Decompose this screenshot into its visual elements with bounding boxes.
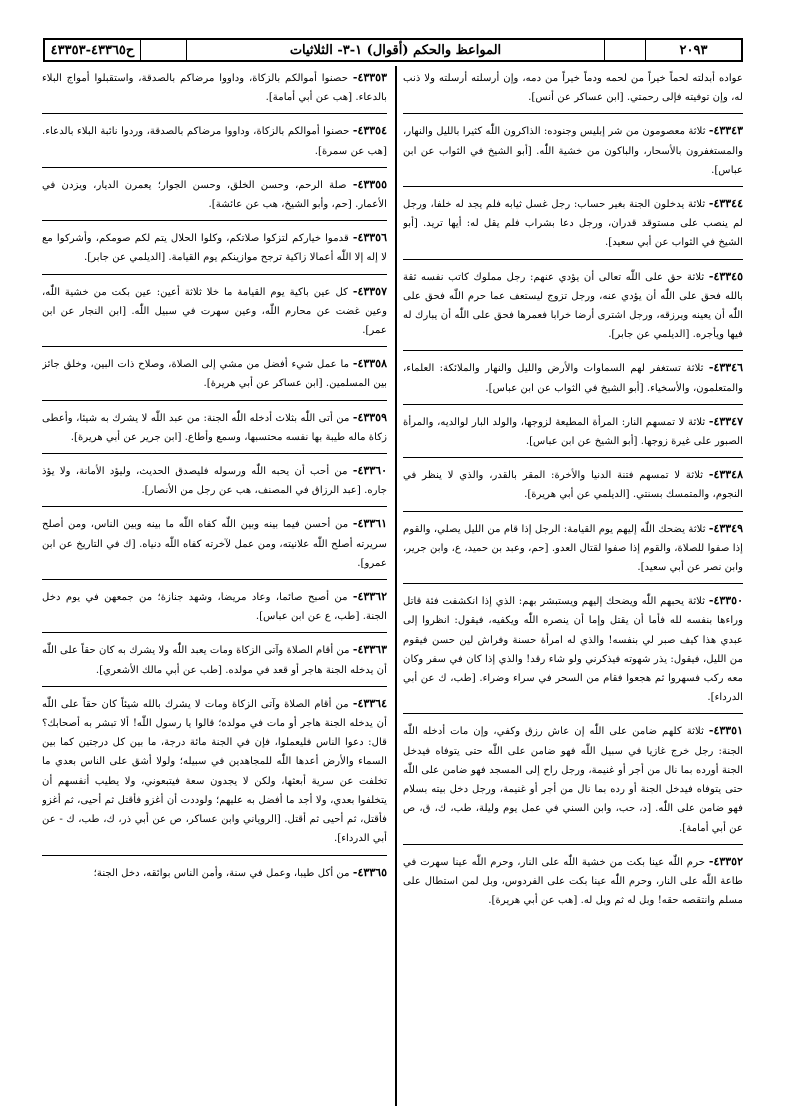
hadith-entry — [403, 194, 743, 260]
hadith-number: ٤٣٣٥٣- — [352, 71, 387, 84]
hadith-text: ما عمل شيء أفضل من مشي إلى الصلاة، وصلاح ذات البين، وخلق جائز بين المسلمين. [ابن عساكر عن أبي هريرة]. — [42, 359, 387, 390]
hadith-text: من أقام الصلاة وآتى الزكاة ومات يعبد اللّٰه ولا يشرك به كان حقاً على اللّٰه أن يدخله الجنة هاجر أو قعد في مولده. [طب عن أبي مالك الأشعري]. — [42, 645, 387, 676]
hadith-entry — [42, 863, 387, 889]
hadith-number: ٤٣٣٦٢- — [352, 590, 387, 604]
hadith-number: ٤٣٣٤٣- — [708, 124, 743, 138]
hadith-number: ٤٣٣٤٦- — [708, 361, 743, 375]
hadith-number: ٤٣٣٤٩- — [708, 521, 743, 535]
hadith-text: ثلاثة يحبهم اللّٰه ويضحك إليهم ويستبشر بهم: الذي إذا انكشفت فئة قاتل وراءها بنفسه لله فأما أن يقتل وإما أن ينصره اللّٰه ويكفيه، فيقول: انظروا إلى عبدي هذا كيف صبر لي بنفسه! والذي له امرأة حسنة وفراش لين حسن فيقوم من الليل، فيقول: يذر شهوته فيذكرني ولو شاء رقد! والذي إذا كان في سفر وكان معه ركب فسهروا ثم هجعوا فقام من السحر في سراء وضراء. [طب، ك عن أبي الدرداء]. — [403, 596, 743, 704]
hadith-text: ثلاثة معصومون من شر إبليس وجنوده: الذاكرون اللّٰه كثيرا بالليل والنهار، والمستغفرون بالأسحار، والباكون من خشية اللّٰه. [أبو الشيخ في الثواب عن ابن عباس]. — [403, 126, 743, 176]
hadith-entry — [42, 121, 387, 167]
hadith-entry — [403, 721, 743, 844]
hadith-entry — [403, 358, 743, 404]
hadith-text: حصنوا أموالكم بالزكاة، وداووا مرضاكم بالصدقة، وردوا نائبة البلاء بالدعاء. [هب عن سمرة]. — [42, 126, 387, 157]
hadith-number: ٤٣٣٥٠- — [708, 594, 743, 608]
hadith-text: ثلاثة يضحك اللّٰه إليهم يوم القيامة: الرجل إذا قام من الليل يصلي، والقوم إذا صفوا للصلاة، والقوم إذا صفوا لقتال العدو. [حم، وعبد بن حميد، ع، وابن جرير، وابن نصر عن أبي سعيد]. — [403, 523, 743, 574]
hadith-text: من أحسن فيما بينه وبين اللّٰه كفاه اللّٰه ما بينه وبين الناس، ومن أصلح سريرته أصلح اللّٰه علانيته، ومن عمل لآخرته كفاه اللّٰه دنياه. [ك في التاريخ عن ابن عمرو]. — [42, 519, 387, 569]
hadith-number: ٤٣٣٥٥- — [352, 177, 387, 191]
hadith-entry — [42, 461, 387, 507]
page-number: ٢٠٩٣ — [679, 42, 708, 58]
hadith-text: كل عين باكية يوم القيامة ما خلا ثلاثة أعين: عين بكت من خشية اللّٰه، وعين غضت عن محارم اللّٰه، وعين سهرت في سبيل اللّٰه. [ابن النجار عن ابن عمر]. — [42, 286, 387, 337]
hadith-range: ح٤٣٣٦٥-٤٣٣٥٣ — [45, 40, 141, 60]
hadith-text: ثلاثة يدخلون الجنة بغير حساب: رجل غسل ثيابه فلم يجد له خلفا، ورجل لم ينصب على مستوقد قدران، ورجل دعا بشراب فلم يقل له: أيها تريد. [أبو الشيخ في الثواب عن أبي سعيد]. — [403, 199, 743, 249]
hadith-number: ٤٣٣٦٥- — [352, 865, 387, 879]
hadith-entry — [42, 282, 387, 348]
hadith-text: ثلاثة لا تمسهم فتنة الدنيا والأخرة: المقر بالقدر، والذي لا ينظر في النجوم، والمتمسك بسنتي. [الديلمي عن أبي هريرة]. — [403, 470, 743, 501]
hadith-number: ٤٣٣٤٤- — [708, 197, 743, 211]
hadith-text: قدموا خياركم لتزكوا صلاتكم، وكلوا الحلال يتم لكم صومكم، وأشركوا مع لا إله إلا اللّٰه أعمالا زاكية ترجح موازينكم يوم القيامة. [الديلمي عن جابر]. — [42, 233, 387, 264]
header-spacer-right — [605, 40, 646, 60]
hadith-entry — [403, 852, 743, 917]
hadith-entry — [403, 465, 743, 511]
hadith-number: ٤٣٣٥٩- — [352, 410, 387, 424]
hadith-entry — [403, 591, 743, 714]
left-column — [42, 68, 387, 1103]
hadith-text: ثلاثة تستغفر لهم السماوات والأرض والليل والنهار والملائكة: العلماء، والمتعلمون، والأسخياء. [أبو الشيخ في الثواب عن ابن عباس]. — [403, 363, 743, 394]
hadith-entry — [42, 354, 387, 400]
hadith-text: من أكل طيبا، وعمل في سنة، وأمن الناس بوائقه، دخل الجنة؛ — [93, 867, 350, 879]
hadith-text: ثلاثة حق على اللّٰه تعالى أن يؤدي عنهم: رجل مملوك كاتب نفسه ثقة بالله فحق على اللّٰه أن يؤدي عنه، ورجل تزوج ليستعف عما حرم اللّٰه فحق على اللّٰه أن يعينه ويرزقه، ورجل اشترى أرضا خرابا فعمرها فحق على اللّٰه أن يبارك له فيها ويأجره. [الديلمي عن جابر]. — [403, 271, 743, 341]
hadith-number: ٤٣٣٤٥- — [708, 269, 743, 283]
hadith-text: ثلاثة كلهم ضامن على اللّٰه إن عاش رزق وكفي، وإن مات أدخله اللّٰه الجنة: رجل خرج غازيا في سبيل اللّٰه فهو ضامن على اللّٰه حتى يتوفاه فيدخل الجنة أورده بما نال من أجر أو غنيمة، ورجل راح إلى المسجد فهو ضامن على اللّٰه حتى يتوفاه فيدخل الجنة أو رده بما نال من أجر أو غنيمة، ورجل دخل بيته بسلام فهو ضامن على اللّٰه. [د، حب، وابن السني في عمل يوم وليلة، طب، ك، ق، ص عن أبي أمامة]. — [403, 726, 743, 834]
hadith-number: ٤٣٣٦٠- — [352, 464, 387, 478]
hadith-text: صلة الرحم، وحسن الخلق، وحسن الجوار؛ يعمرن الديار، ويزدن في الأعمار. [حم، وأبو الشيخ، هب عن عائشة]. — [42, 179, 387, 211]
hadith-number: ٤٣٣٤٨- — [708, 468, 743, 482]
hadith-number: ٤٣٣٥٧- — [352, 284, 387, 298]
hadith-entry — [403, 121, 743, 187]
hadith-text: من أقام الصلاة وآتى الزكاة ومات لا يشرك بالله شيئاً كان حقاً على اللّٰه أن يدخله الجنة هاجر أو مات في مولده؛ قالوا يا رسول اللّٰه! ألا تبشر به أصحابك؟ قال: دعوا الناس فليعملوا، فإن في الجنة مائة درجة، ما بين كل درجتين كما بين السماء والأرض أعدها اللّٰه للمجاهدين في سبيله؛ ولولا أشق على الناس بعدي ما تخلفت عن سرية أبعثها، ولكن لا يجدون سعة فيتبعوني، ولا يطيب أنفسهم أن يتخلفوا بعدي، ولا أجد ما أفضل به عليهم؛ ولوددت أن أغزو فأقتل ثم أحيى، ثم أغزو فأقتل، ثم أحيى ثم أقتل. [الروياني وابن عساكر، ص عن أبي ذر، ك، طب، ك - عن أبي الدرداء]. — [42, 698, 387, 845]
hadith-entry — [42, 694, 387, 856]
right-column — [403, 68, 743, 1103]
hadith-entry — [42, 175, 387, 221]
hadith-text: حرم اللّٰه عينا بكت من خشية اللّٰه على النار، وحرم اللّٰه عينا سهرت في طاعة اللّٰه على النار، وحرم اللّٰه عينا بكت على الفردوس، وبل لمن استطال على مسلم وانتقصه حقه! وبل له ثم وبل له. [هب عن أبي هريرة]. — [403, 856, 743, 907]
hadith-text: من أتى اللّٰه بثلاث أدخله اللّٰه الجنة: من عبد اللّٰه لا يشرك به شيئا، وأعطى زكاة ماله طيبة بها نفسه محتسبها، وسمع وأطاع. [ابن جرير عن أبي هريرة]. — [42, 412, 387, 443]
hadith-entry — [42, 640, 387, 686]
hadith-entry — [403, 68, 743, 114]
hadith-number: ٤٣٣٥٢- — [708, 854, 743, 868]
hadith-number: ٤٣٣٥١- — [708, 724, 743, 738]
running-title: المواعظ والحكم (أقوال) ١-٣- الثلاثيات — [187, 40, 605, 60]
hadith-number: ٤٣٣٦٣- — [352, 643, 387, 657]
hadith-number: ٤٣٣٥٨- — [352, 357, 387, 371]
hadith-text: من أحب أن يحبه اللّٰه ورسوله فليصدق الحديث، وليؤد الأمانة، ولا يؤذ جاره. [عبد الرزاق في المصنف، هب عن رجل من الأنصار]. — [42, 466, 387, 497]
hadith-number: ٤٣٣٦١- — [352, 517, 387, 531]
hadith-number: ٤٣٣٦٤- — [352, 696, 387, 710]
header-spacer-left — [141, 40, 187, 60]
hadith-entry — [42, 514, 387, 580]
hadith-number: ٤٣٣٥٤- — [352, 124, 387, 138]
hadith-text: ثلاثة لا تمسهم النار: المرأة المطيعة لزوجها، والولد البار لوالديه، والمرأة الصبور على غيرة زوجها. [أبو الشيخ عن ابن عباس]. — [403, 416, 743, 448]
hadith-entry — [403, 267, 743, 352]
page-header — [43, 38, 743, 62]
hadith-entry — [42, 68, 387, 114]
hadith-entry — [42, 408, 387, 454]
hadith-text: عواده أبدلته لحماً خيراً من لحمه ودماً خيراً من دمه، وإن أرسلته أرسلته ولا ذنب له، وإن توفيته فإلى رحمتي. [ابن عساكر عن أنس]. — [403, 73, 743, 104]
hadith-text: من أصبح صائما، وعاد مريضا، وشهد جنازة؛ من جمعهن في يوم دخل الجنة. [طب، ع عن ابن عباس]. — [42, 592, 387, 623]
hadith-entry — [42, 228, 387, 274]
hadith-entry — [42, 587, 387, 633]
hadith-entry — [403, 412, 743, 458]
column-divider — [395, 66, 397, 1106]
hadith-entry — [403, 519, 743, 585]
hadith-number: ٤٣٣٤٧- — [708, 414, 743, 428]
hadith-number: ٤٣٣٥٦- — [352, 231, 387, 245]
hadith-text: حصنوا أموالكم بالزكاة، وداووا مرضاكم بالصدقة، واستقبلوا أمواج البلاء بالدعاء. [هب عن أبي أمامة]. — [42, 73, 387, 104]
